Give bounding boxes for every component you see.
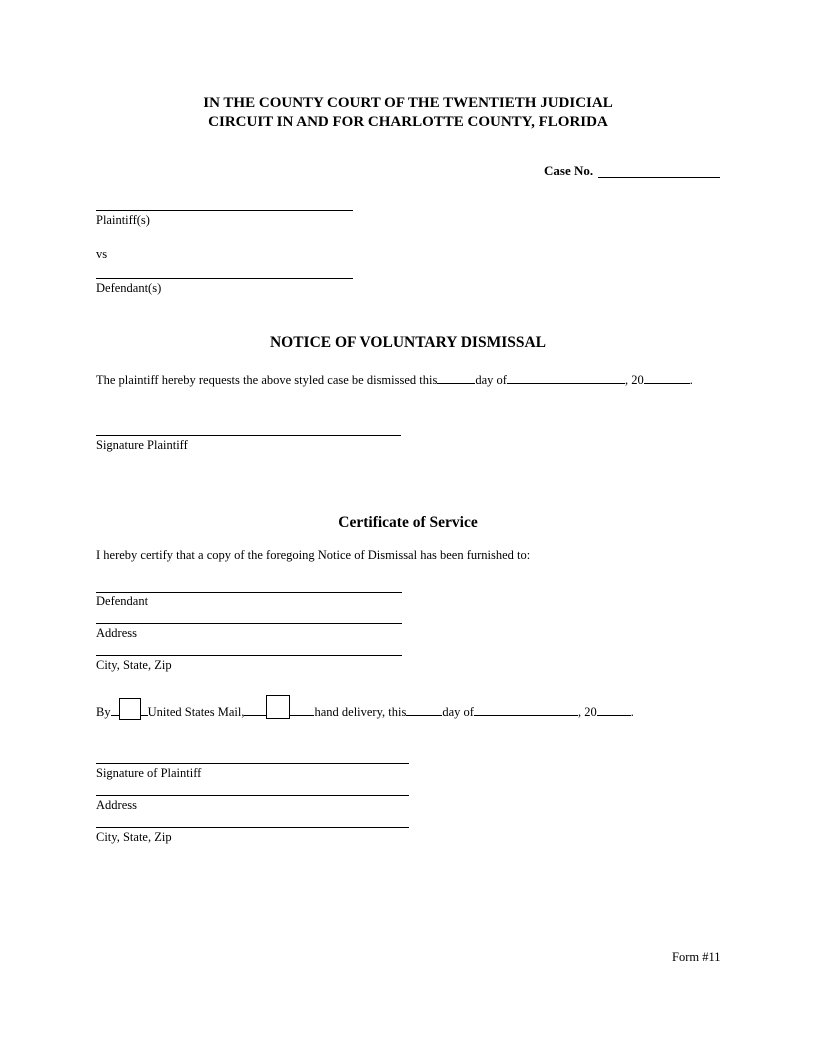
service-month-field[interactable] bbox=[474, 704, 578, 716]
notice-body bbox=[96, 372, 693, 388]
notice-title: NOTICE OF VOLUNTARY DISMISSAL bbox=[269, 334, 547, 351]
certificate-body: I hereby certify that a copy of the foregoing Notice of Dismissal has been furnished to: bbox=[96, 548, 531, 562]
certificate-defendant-label: Defendant bbox=[96, 594, 149, 608]
hand-delivery-checkbox[interactable] bbox=[266, 695, 290, 719]
hand-label: hand delivery, this bbox=[314, 705, 407, 719]
defendant-city-field[interactable] bbox=[96, 655, 402, 656]
by-underline-1 bbox=[111, 704, 119, 716]
defendant-address-field[interactable] bbox=[96, 623, 402, 624]
mail-label: United States Mail, bbox=[147, 705, 245, 719]
notice-body-text-1: The plaintiff hereby requests the above styled case be dismissed this bbox=[96, 373, 438, 387]
certificate-city-label: City, State, Zip bbox=[96, 658, 172, 672]
form-number: Form #11 bbox=[672, 950, 721, 964]
certificate-title: Certificate of Service bbox=[338, 514, 478, 531]
notice-day-field[interactable] bbox=[437, 372, 475, 384]
period: . bbox=[630, 705, 634, 719]
plaintiff-label: Plaintiff(s) bbox=[96, 213, 150, 227]
defendant-field[interactable] bbox=[96, 592, 402, 593]
certificate-address-label: Address bbox=[96, 626, 137, 640]
delivery-method-line bbox=[96, 695, 634, 720]
hand-underline-1 bbox=[244, 704, 266, 716]
plaintiff-signature-line[interactable] bbox=[96, 763, 409, 764]
plaintiff-name-field[interactable] bbox=[96, 210, 353, 211]
notice-year-field[interactable] bbox=[644, 372, 690, 384]
case-number-label: Case No. bbox=[544, 163, 594, 178]
year-prefix: , 20 bbox=[577, 705, 597, 719]
defendant-name-field[interactable] bbox=[96, 278, 353, 279]
case-number-field[interactable] bbox=[598, 177, 720, 178]
notice-month-field[interactable] bbox=[507, 372, 625, 384]
plaintiff-city-label: City, State, Zip bbox=[96, 830, 172, 844]
signature-plaintiff-label: Signature Plaintiff bbox=[96, 438, 188, 452]
defendant-label: Defendant(s) bbox=[96, 281, 162, 295]
hand-underline-2 bbox=[290, 704, 314, 716]
service-year-field[interactable] bbox=[597, 704, 631, 716]
plaintiff-city-field[interactable] bbox=[96, 827, 409, 828]
court-heading-line-1: IN THE COUNTY COURT OF THE TWENTIETH JUDICIAL bbox=[203, 95, 613, 111]
mail-checkbox[interactable] bbox=[119, 698, 141, 720]
notice-body-text-3: , 20 bbox=[624, 373, 644, 387]
day-of-label: day of bbox=[442, 705, 474, 719]
notice-body-text-2: day of bbox=[475, 373, 507, 387]
notice-body-text-4: . bbox=[689, 373, 693, 387]
court-heading-line-2: CIRCUIT IN AND FOR CHARLOTTE COUNTY, FLORIDA bbox=[208, 114, 608, 130]
plaintiff-signature-field[interactable] bbox=[96, 435, 401, 436]
plaintiff-address-field[interactable] bbox=[96, 795, 409, 796]
by-underline-2 bbox=[141, 704, 148, 716]
service-day-field[interactable] bbox=[406, 704, 442, 716]
by-label: By bbox=[96, 705, 111, 719]
signature-of-plaintiff-label: Signature of Plaintiff bbox=[96, 766, 202, 780]
plaintiff-address-label: Address bbox=[96, 798, 137, 812]
versus-label: vs bbox=[96, 247, 108, 261]
